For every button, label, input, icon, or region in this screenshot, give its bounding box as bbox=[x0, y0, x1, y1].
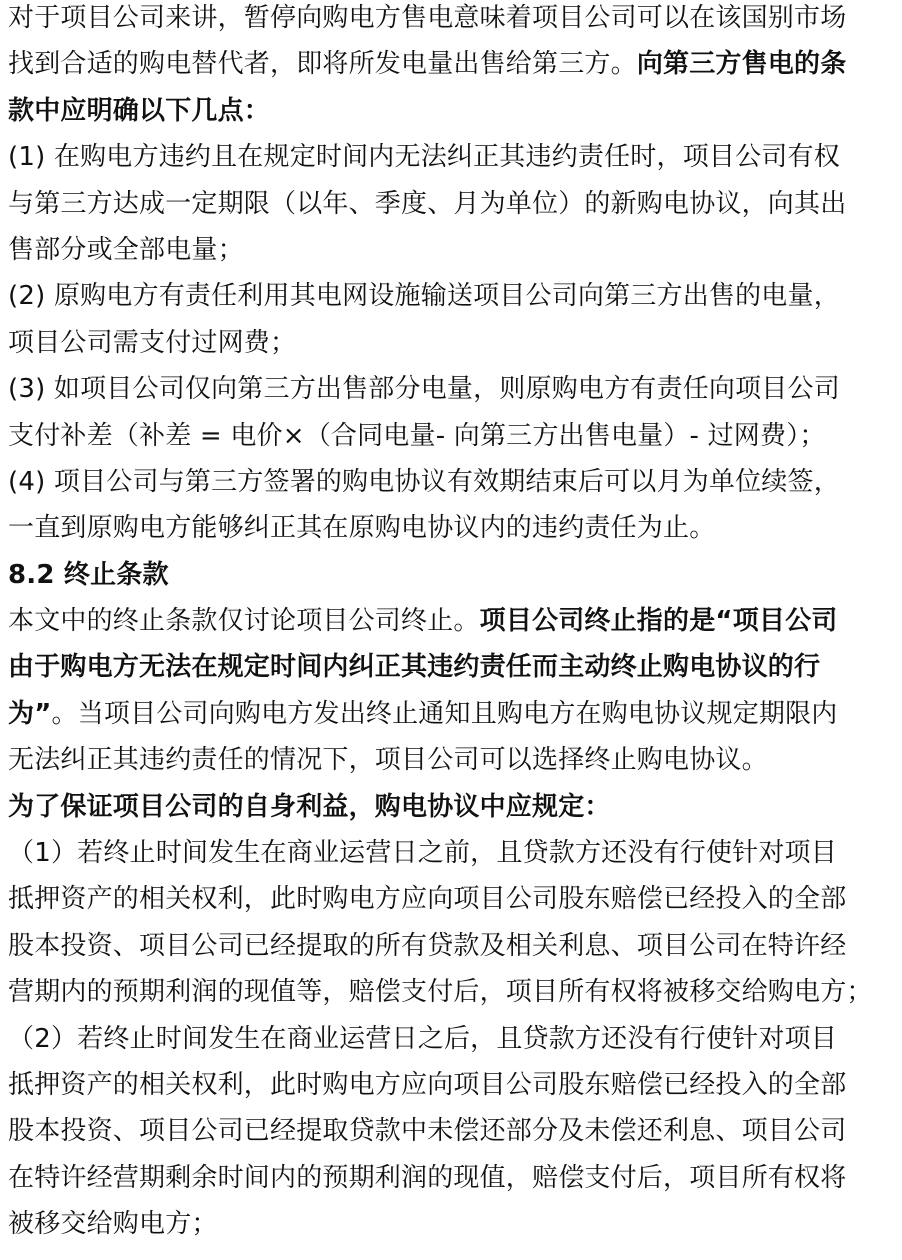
text-line bbox=[8, 644, 894, 690]
text-run: 抵押资产的相关权利，此时购电方应向项目公司股东赔偿已经投入的全部 bbox=[8, 1069, 847, 1100]
text-run: 对于项目公司来讲，暂停向购电方售电意味着项目公司可以在该国别市场 bbox=[8, 3, 847, 33]
text-run: 一直到原购电方能够纠正其在原购电协议内的违约责任为止。 bbox=[8, 513, 716, 544]
text-line bbox=[8, 320, 894, 366]
text-run: 售部分或全部电量； bbox=[8, 234, 244, 265]
text-run: 与第三方达成一定期限（以年、季度、月为单位）的新购电协议，向其出 bbox=[8, 188, 847, 219]
text-line bbox=[8, 1062, 894, 1108]
text-line bbox=[8, 1108, 894, 1154]
list-item-line bbox=[8, 1016, 894, 1062]
text-line bbox=[8, 0, 894, 41]
bold-text-run: 为” bbox=[8, 698, 52, 729]
list-item-line bbox=[8, 134, 894, 180]
text-line bbox=[8, 876, 894, 922]
text-run: 被移交给购电方； bbox=[8, 1209, 218, 1240]
text-run: 本文中的终止条款仅讨论项目公司终止。 bbox=[8, 606, 480, 637]
text-line bbox=[8, 1201, 894, 1247]
text-run: 支付补差（补差 = 电价×（合同电量- 向第三方出售电量）- 过网费）； bbox=[8, 420, 826, 451]
text-line bbox=[8, 505, 894, 551]
bold-text-run: 项目公司终止指的是“项目公司 bbox=[479, 606, 838, 637]
text-run: (2) 原购电方有责任利用其电网设施输送项目公司向第三方出售的电量， bbox=[8, 281, 840, 312]
text-run: (4) 项目公司与第三方签署的购电协议有效期结束后可以月为单位续签， bbox=[8, 466, 840, 497]
bold-text-run: 向第三方售电的条 bbox=[636, 49, 847, 80]
text-run: 项目公司需支付过网费； bbox=[8, 327, 297, 358]
text-run: （2）若终止时间发生在商业运营日之后，且贷款方还没有行使针对项目 bbox=[8, 1023, 837, 1054]
bold-text-run: 8.2 终止条款 bbox=[8, 559, 169, 590]
text-run: (1) 在购电方违约且在规定时间内无法纠正其违约责任时，项目公司有权 bbox=[8, 142, 840, 173]
text-line bbox=[8, 969, 894, 1015]
bold-text-run: 款中应明确以下几点： bbox=[8, 95, 271, 126]
text-line bbox=[8, 737, 894, 783]
bold-text-run: 为了保证项目公司的自身利益，购电协议中应规定： bbox=[8, 791, 611, 822]
text-line bbox=[8, 88, 894, 134]
text-run: （1）若终止时间发生在商业运营日之前，且贷款方还没有行使针对项目 bbox=[8, 838, 837, 869]
list-item-line bbox=[8, 366, 894, 412]
text-line bbox=[8, 598, 894, 644]
text-run: 抵押资产的相关权利，此时购电方应向项目公司股东赔偿已经投入的全部 bbox=[8, 884, 847, 915]
text-run: 在特许经营期剩余时间内的预期利润的现值，赔偿支付后，项目所有权将 bbox=[8, 1162, 847, 1193]
text-run: 营期内的预期利润的现值等，赔偿支付后，项目所有权将被移交给购电方； bbox=[8, 977, 873, 1008]
list-item-line bbox=[8, 273, 894, 319]
text-run: 。当项目公司向购电方发出终止通知且购电方在购电协议规定期限内 bbox=[51, 698, 838, 729]
text-run: (3) 如项目公司仅向第三方出售部分电量，则原购电方有责任向项目公司 bbox=[8, 374, 840, 405]
text-run: 无法纠正其违约责任的情况下，项目公司可以选择终止购电协议。 bbox=[8, 745, 768, 776]
text-line bbox=[8, 784, 894, 830]
list-item-line bbox=[8, 459, 894, 505]
text-line bbox=[8, 691, 894, 737]
text-line bbox=[8, 41, 894, 87]
text-line bbox=[8, 1155, 894, 1201]
text-run: 找到合适的购电替代者，即将所发电量出售给第三方。 bbox=[8, 49, 637, 80]
bold-text-run: 由于购电方无法在规定时间内纠正其违约责任而主动终止购电协议的行 bbox=[8, 652, 821, 683]
text-line bbox=[8, 923, 894, 969]
section-heading bbox=[8, 552, 894, 598]
text-run: 股本投资、项目公司已经提取贷款中未偿还部分及未偿还利息、项目公司 bbox=[8, 1116, 847, 1147]
text-line bbox=[8, 413, 894, 459]
text-line bbox=[8, 181, 894, 227]
list-item-line bbox=[8, 830, 894, 876]
text-line bbox=[8, 227, 894, 273]
text-run: 股本投资、项目公司已经提取的所有贷款及相关利息、项目公司在特许经 bbox=[8, 930, 847, 961]
